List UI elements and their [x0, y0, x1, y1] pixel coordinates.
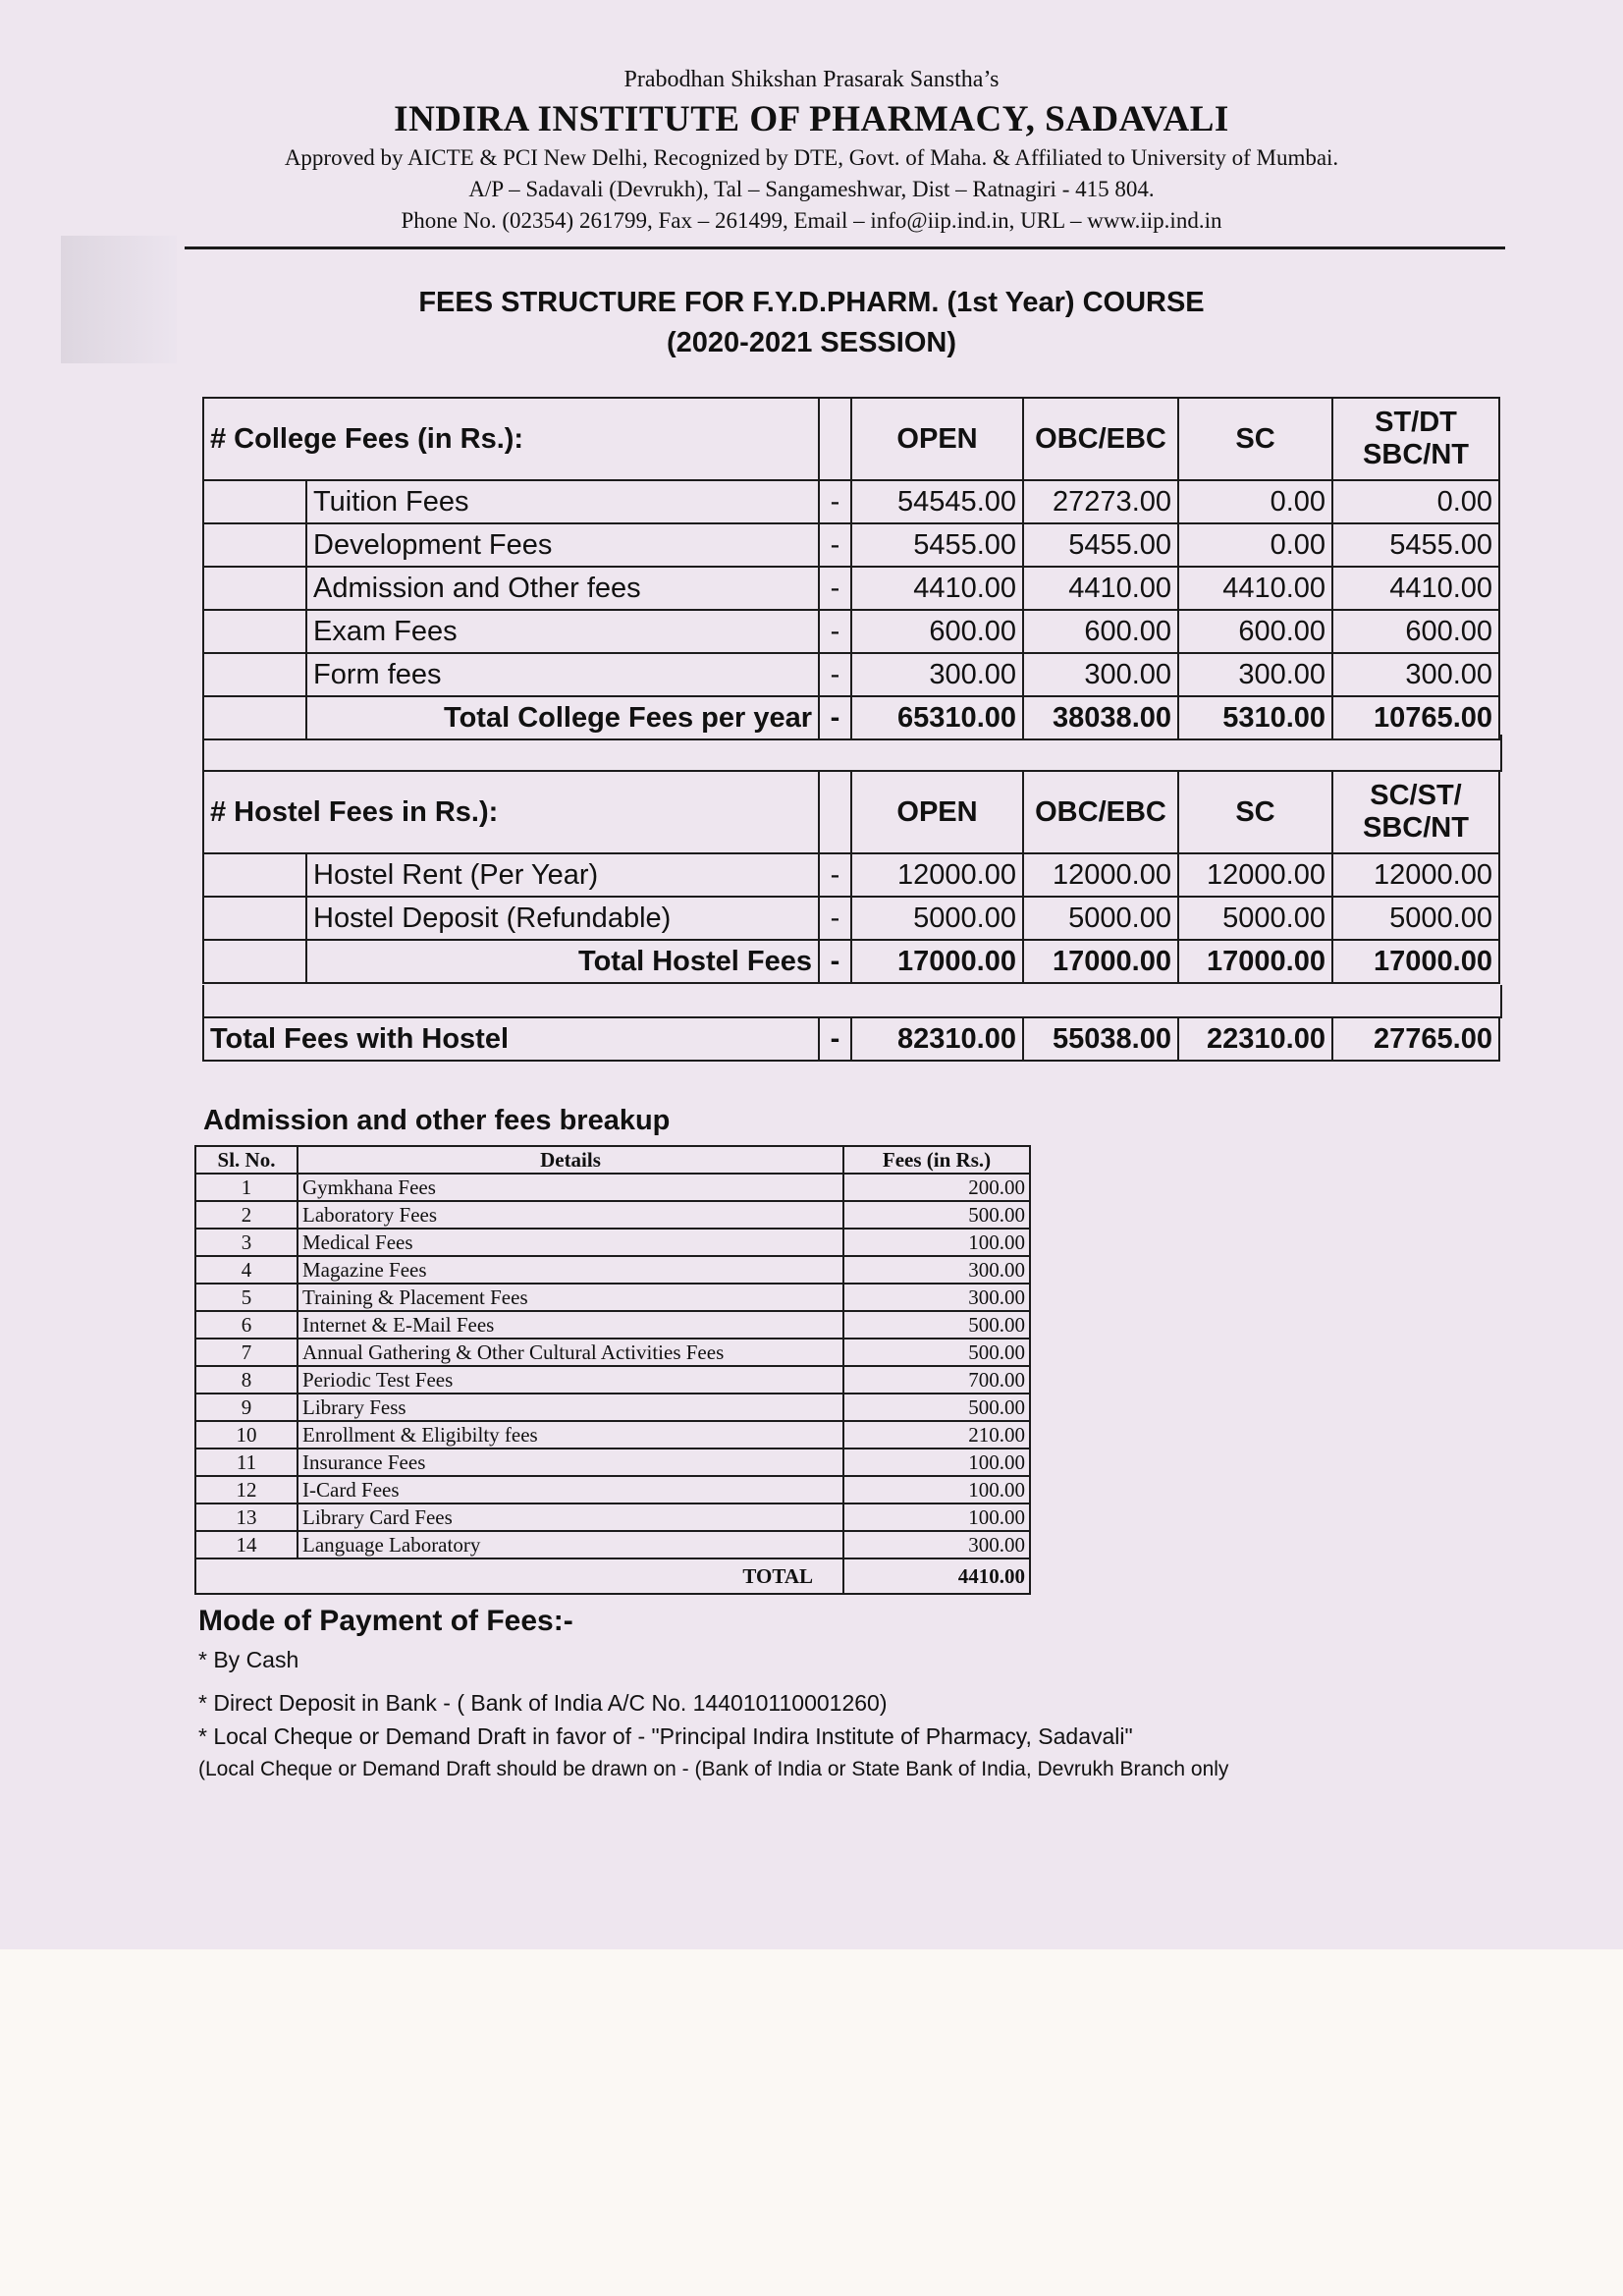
total-cell: 65310.00 [851, 696, 1023, 739]
indent-cell [203, 853, 306, 897]
col-details: Details [298, 1146, 843, 1174]
table-row [195, 1174, 1030, 1201]
grand-total-cell: 82310.00 [851, 1017, 1023, 1061]
breakup-header-row [195, 1146, 1030, 1174]
payment-line: * Local Cheque or Demand Draft in favor of - "Principal Indira Institute of Pharmacy, Sadavali" [198, 1723, 1133, 1749]
row-label: Hostel Deposit (Refundable) [306, 897, 819, 940]
table-row [203, 853, 1499, 897]
sl-no: 9 [195, 1394, 298, 1421]
hostel-heading: # Hostel Fees in Rs.): [203, 771, 819, 853]
total-cell: 38038.00 [1023, 696, 1178, 739]
indent-cell [203, 480, 306, 523]
detail: Periodic Test Fees [298, 1366, 843, 1394]
col-obc: OBC/EBC [1023, 771, 1178, 853]
indent-cell [203, 653, 306, 696]
grand-total-table [202, 1016, 1500, 1062]
sl-no: 2 [195, 1201, 298, 1229]
grand-total-row [203, 1017, 1499, 1061]
sl-no: 14 [195, 1531, 298, 1558]
dash-cell: - [819, 853, 851, 897]
indent-cell [203, 523, 306, 567]
col-st: SC/ST/ SBC/NT [1332, 771, 1499, 853]
fee: 300.00 [843, 1531, 1030, 1558]
row-label: Hostel Rent (Per Year) [306, 853, 819, 897]
hostel-header-row [203, 771, 1499, 853]
row-label: Development Fees [306, 523, 819, 567]
value-cell: 4410.00 [851, 567, 1023, 610]
detail: Training & Placement Fees [298, 1284, 843, 1311]
college-total-row [203, 696, 1499, 739]
hostel-total-row [203, 940, 1499, 983]
sl-no: 8 [195, 1366, 298, 1394]
value-cell: 12000.00 [851, 853, 1023, 897]
college-fees-table [202, 397, 1500, 740]
dash-cell [819, 771, 851, 853]
breakup-table [194, 1145, 1031, 1595]
fee: 500.00 [843, 1311, 1030, 1339]
fee: 200.00 [843, 1174, 1030, 1201]
sl-no: 13 [195, 1503, 298, 1531]
dash-cell [819, 398, 851, 480]
session-title: (2020-2021 SESSION) [667, 327, 956, 358]
value-cell: 5455.00 [1332, 523, 1499, 567]
value-cell: 300.00 [1178, 653, 1332, 696]
indent-cell [203, 696, 306, 739]
sl-no: 7 [195, 1339, 298, 1366]
total-cell: 17000.00 [851, 940, 1023, 983]
value-cell: 600.00 [1332, 610, 1499, 653]
table-gap [202, 735, 1502, 772]
detail: Internet & E-Mail Fees [298, 1311, 843, 1339]
value-cell: 12000.00 [1178, 853, 1332, 897]
col-obc: OBC/EBC [1023, 398, 1178, 480]
sl-no: 4 [195, 1256, 298, 1284]
value-cell: 54545.00 [851, 480, 1023, 523]
table-row [203, 610, 1499, 653]
lower-paper-margin [0, 1949, 1623, 2296]
payment-line: * Direct Deposit in Bank - ( Bank of India A/C No. 144010110001260) [198, 1690, 888, 1716]
detail: Medical Fees [298, 1229, 843, 1256]
sl-no: 3 [195, 1229, 298, 1256]
sl-no: 12 [195, 1476, 298, 1503]
fee: 210.00 [843, 1421, 1030, 1449]
dash-cell: - [819, 653, 851, 696]
col-open: OPEN [851, 398, 1023, 480]
fee: 500.00 [843, 1201, 1030, 1229]
dash-cell: - [819, 480, 851, 523]
breakup-total-label: TOTAL [195, 1558, 843, 1594]
value-cell: 300.00 [1332, 653, 1499, 696]
detail: Gymkhana Fees [298, 1174, 843, 1201]
dash-cell: - [819, 523, 851, 567]
sl-no: 11 [195, 1449, 298, 1476]
grand-total-cell: 22310.00 [1178, 1017, 1332, 1061]
value-cell: 5000.00 [1332, 897, 1499, 940]
college-heading: # College Fees (in Rs.): [203, 398, 819, 480]
table-row [195, 1421, 1030, 1449]
value-cell: 0.00 [1178, 480, 1332, 523]
table-row [195, 1311, 1030, 1339]
detail: Magazine Fees [298, 1256, 843, 1284]
row-label: Exam Fees [306, 610, 819, 653]
trust-name: Prabodhan Shikshan Prasarak Sanstha’s [623, 67, 1000, 92]
table-row [203, 480, 1499, 523]
value-cell: 5455.00 [851, 523, 1023, 567]
table-row [203, 897, 1499, 940]
total-cell: 17000.00 [1178, 940, 1332, 983]
address-line: A/P – Sadavali (Devrukh), Tal – Sangameshwar, Dist – Ratnagiri - 415 804. [468, 177, 1155, 201]
total-label: Total Hostel Fees [306, 940, 819, 983]
col-sc: SC [1178, 771, 1332, 853]
table-gap [202, 985, 1502, 1018]
fee: 300.00 [843, 1284, 1030, 1311]
row-label: Admission and Other fees [306, 567, 819, 610]
sl-no: 5 [195, 1284, 298, 1311]
dash-cell: - [819, 1017, 851, 1061]
payment-line: * By Cash [198, 1647, 299, 1672]
detail: Library Card Fees [298, 1503, 843, 1531]
value-cell: 300.00 [851, 653, 1023, 696]
value-cell: 300.00 [1023, 653, 1178, 696]
hostel-fees-table [202, 770, 1500, 984]
indent-cell [203, 610, 306, 653]
value-cell: 4410.00 [1332, 567, 1499, 610]
table-row [195, 1201, 1030, 1229]
value-cell: 5000.00 [1178, 897, 1332, 940]
value-cell: 4410.00 [1023, 567, 1178, 610]
sl-no: 10 [195, 1421, 298, 1449]
grand-total-cell: 27765.00 [1332, 1017, 1499, 1061]
table-row [195, 1394, 1030, 1421]
payment-note: (Local Cheque or Demand Draft should be drawn on - (Bank of India or State Bank of India, Devrukh Branch only [198, 1758, 1229, 1780]
value-cell: 600.00 [851, 610, 1023, 653]
table-row [195, 1531, 1030, 1558]
table-row [203, 523, 1499, 567]
value-cell: 27273.00 [1023, 480, 1178, 523]
table-row [195, 1503, 1030, 1531]
value-cell: 0.00 [1332, 480, 1499, 523]
col-sl-no: Sl. No. [195, 1146, 298, 1174]
grand-total-cell: 55038.00 [1023, 1017, 1178, 1061]
dash-cell: - [819, 696, 851, 739]
table-row [203, 567, 1499, 610]
table-row [195, 1229, 1030, 1256]
fee: 300.00 [843, 1256, 1030, 1284]
value-cell: 0.00 [1178, 523, 1332, 567]
sl-no: 1 [195, 1174, 298, 1201]
dash-cell: - [819, 567, 851, 610]
detail: Insurance Fees [298, 1449, 843, 1476]
detail: I-Card Fees [298, 1476, 843, 1503]
row-label: Form fees [306, 653, 819, 696]
fee: 500.00 [843, 1339, 1030, 1366]
document-title: FEES STRUCTURE FOR F.Y.D.PHARM. (1st Year) COURSE [418, 287, 1205, 318]
sl-no: 6 [195, 1311, 298, 1339]
approval-line: Approved by AICTE & PCI New Delhi, Recognized by DTE, Govt. of Maha. & Affiliated to University of Mumbai. [284, 145, 1339, 170]
value-cell: 12000.00 [1332, 853, 1499, 897]
total-label: Total College Fees per year [306, 696, 819, 739]
table-row [195, 1284, 1030, 1311]
indent-cell [203, 567, 306, 610]
table-row [195, 1476, 1030, 1503]
contact-line: Phone No. (02354) 261799, Fax – 261499, Email – info@iip.ind.in, URL – www.iip.ind.in [401, 208, 1222, 233]
value-cell: 4410.00 [1178, 567, 1332, 610]
col-open: OPEN [851, 771, 1023, 853]
grand-total-label: Total Fees with Hostel [203, 1017, 819, 1061]
value-cell: 5000.00 [851, 897, 1023, 940]
dash-cell: - [819, 940, 851, 983]
table-row [203, 653, 1499, 696]
value-cell: 12000.00 [1023, 853, 1178, 897]
col-fees: Fees (in Rs.) [843, 1146, 1030, 1174]
indent-cell [203, 897, 306, 940]
breakup-title: Admission and other fees breakup [203, 1105, 671, 1136]
col-st: ST/DT SBC/NT [1332, 398, 1499, 480]
fee: 700.00 [843, 1366, 1030, 1394]
table-row [195, 1449, 1030, 1476]
detail: Library Fess [298, 1394, 843, 1421]
total-cell: 10765.00 [1332, 696, 1499, 739]
total-cell: 5310.00 [1178, 696, 1332, 739]
detail: Laboratory Fees [298, 1201, 843, 1229]
detail: Annual Gathering & Other Cultural Activities Fees [298, 1339, 843, 1366]
total-cell: 17000.00 [1332, 940, 1499, 983]
fee: 100.00 [843, 1449, 1030, 1476]
row-label: Tuition Fees [306, 480, 819, 523]
breakup-total-value: 4410.00 [843, 1558, 1030, 1594]
table-row [195, 1256, 1030, 1284]
table-row [195, 1366, 1030, 1394]
total-cell: 17000.00 [1023, 940, 1178, 983]
college-header-row [203, 398, 1499, 480]
col-sc: SC [1178, 398, 1332, 480]
dash-cell: - [819, 897, 851, 940]
detail: Language Laboratory [298, 1531, 843, 1558]
value-cell: 600.00 [1023, 610, 1178, 653]
value-cell: 5455.00 [1023, 523, 1178, 567]
payment-title: Mode of Payment of Fees:- [198, 1605, 573, 1637]
header-divider [185, 246, 1505, 249]
institute-name: INDIRA INSTITUTE OF PHARMACY, SADAVALI [394, 99, 1229, 139]
indent-cell [203, 940, 306, 983]
detail: Enrollment & Eligibilty fees [298, 1421, 843, 1449]
fee: 100.00 [843, 1476, 1030, 1503]
table-row [195, 1339, 1030, 1366]
fee: 100.00 [843, 1229, 1030, 1256]
dash-cell: - [819, 610, 851, 653]
breakup-total-row [195, 1558, 1030, 1594]
fee: 500.00 [843, 1394, 1030, 1421]
value-cell: 5000.00 [1023, 897, 1178, 940]
fee: 100.00 [843, 1503, 1030, 1531]
value-cell: 600.00 [1178, 610, 1332, 653]
